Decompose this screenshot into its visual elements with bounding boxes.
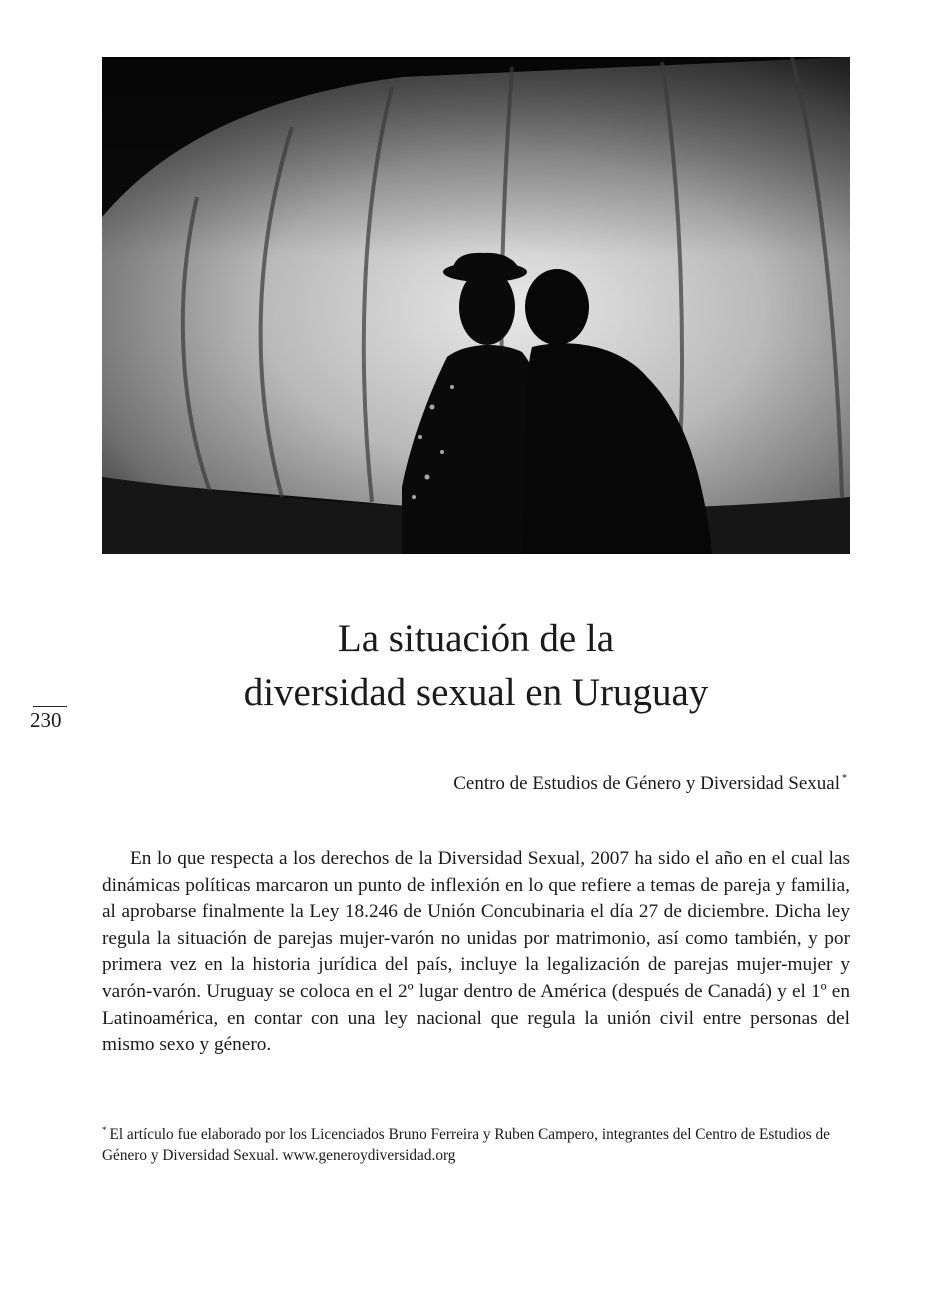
author-affiliation	[102, 766, 847, 797]
folio-rule	[33, 706, 67, 707]
body-paragraph: En lo que respecta a los derechos de la Diversidad Sexual, 2007 ha sido el año en el cual las dinámicas políticas marcaron un punto de inflexión en lo que refiere a temas de pareja y familia, al aprobarse finalmente la Ley 18.246 de Unión Concubinaria el día 27 de diciembre. Dicha ley regula la situación de parejas mujer-varón no unidas por matrimonio, así como también, y por primera vez en la historia jurídica del país, incluye la legalización de parejas mujer-mujer y varón-varón. Uruguay se coloca en el 2º lugar dentro de América (después de Canadá) y el 1º en Latinoamérica, en contar con una ley nacional que regula la unión civil entre personas del mismo sexo y género.	[102, 848, 850, 1056]
footnote	[102, 1120, 850, 1166]
article-title	[102, 612, 850, 720]
footnote-marker: *	[102, 1125, 107, 1135]
affiliation-text: Centro de Estudios de Género y Diversidad Sexual	[453, 773, 840, 794]
title-line-1: La situación de la	[337, 617, 615, 660]
page-number: 230	[30, 708, 62, 732]
title-line-2: diversidad sexual en Uruguay	[243, 671, 709, 714]
photo-silhouettes-tent	[102, 57, 850, 554]
footnote-text: El artículo fue elaborado por los Licenciados Bruno Ferreira y Ruben Campero, integrantes del Centro de Estudios de Género y Diversidad Sexual. www.generoydiversidad.org	[102, 1126, 830, 1164]
affiliation-footnote-marker: *	[842, 773, 847, 784]
article-photo	[102, 57, 850, 554]
